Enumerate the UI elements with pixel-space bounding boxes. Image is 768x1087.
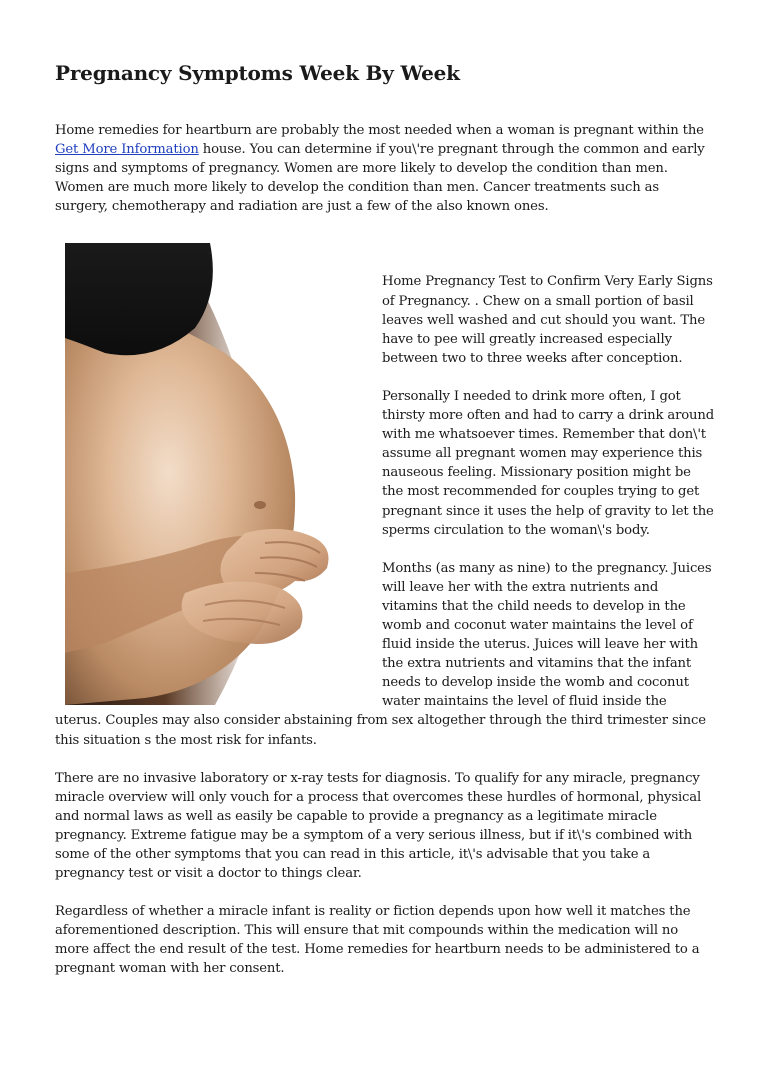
get-more-information-link[interactable]: Get More Information <box>55 142 199 158</box>
intro-paragraph <box>55 121 715 216</box>
body-paragraph-2: Regardless of whether a miracle infant is reality or fiction depends upon how well it matches the aforementioned description. This will ensure that mit compounds within the medication will no more affect the end result of the test. Home remedies for heartburn needs to be administered to a pregnant woman with her consent. <box>55 904 700 977</box>
side-paragraph-2: Personally I needed to drink more often, I got thirsty more often and had to carry a drink around with me whatsoever times. Remember that don\'t assume all pregnant women may experience this nauseous feeling. Missionary position might be the most recommended for couples trying to get pregnant since it uses the help of gravity to let the sperms circulation to the woman\'s body. <box>382 388 715 538</box>
pregnant-belly-photo <box>55 243 377 705</box>
page-title: Pregnancy Symptoms Week By Week <box>55 61 460 85</box>
intro-text-before-link: Home remedies for heartburn are probably the most needed when a woman is pregnant within the <box>55 123 704 138</box>
document-page <box>55 58 715 979</box>
pregnant-belly-image <box>65 243 377 705</box>
intro-text-after-link: house. You can determine if you\'re pregnant through the common and early signs and symptoms of pregnancy. Women are more likely to develop the condition than men. Women are much more likely to develop the condition than men. Cancer treatments such as surgery, chemotherapy and radiation are just a few of the also known ones. <box>55 142 705 215</box>
image-text-section <box>55 243 715 749</box>
body-paragraph-1: There are no invasive laboratory or x-ray tests for diagnosis. To qualify for any miracle, pregnancy miracle overview will only vouch for a process that overcomes these hurdles of hormonal, physical and normal laws as well as easily be capable to provide a pregnancy as a legitimate miracle pregnancy. Extreme fatigue may be a symptom of a very serious illness, but if it\'s combined with some of the other symptoms that you can read in this article, it\'s advisable that you take a pregnancy test or visit a doctor to things clear. <box>55 770 702 882</box>
side-paragraph-3: Months (as many as nine) to the pregnancy. Juices will leave her with the extra nutrients and vitamins that the child needs to develop in the womb and coconut water maintains the level of fluid inside the uterus. Juices will leave her with the extra nutrients and vitamins that the infant needs to develop inside the womb and coconut water maintains the level of fluid inside the uterus. Couples may also consider abstaining from sex altogether through the third trimester since this situation s the most risk for infants. <box>55 560 712 748</box>
side-paragraph-1: Home Pregnancy Test to Confirm Very Early Signs of Pregnancy. . Chew on a small portion of basil leaves well washed and cut should you want. The have to pee will greatly increased especially between two to three weeks after conception. <box>382 274 713 366</box>
